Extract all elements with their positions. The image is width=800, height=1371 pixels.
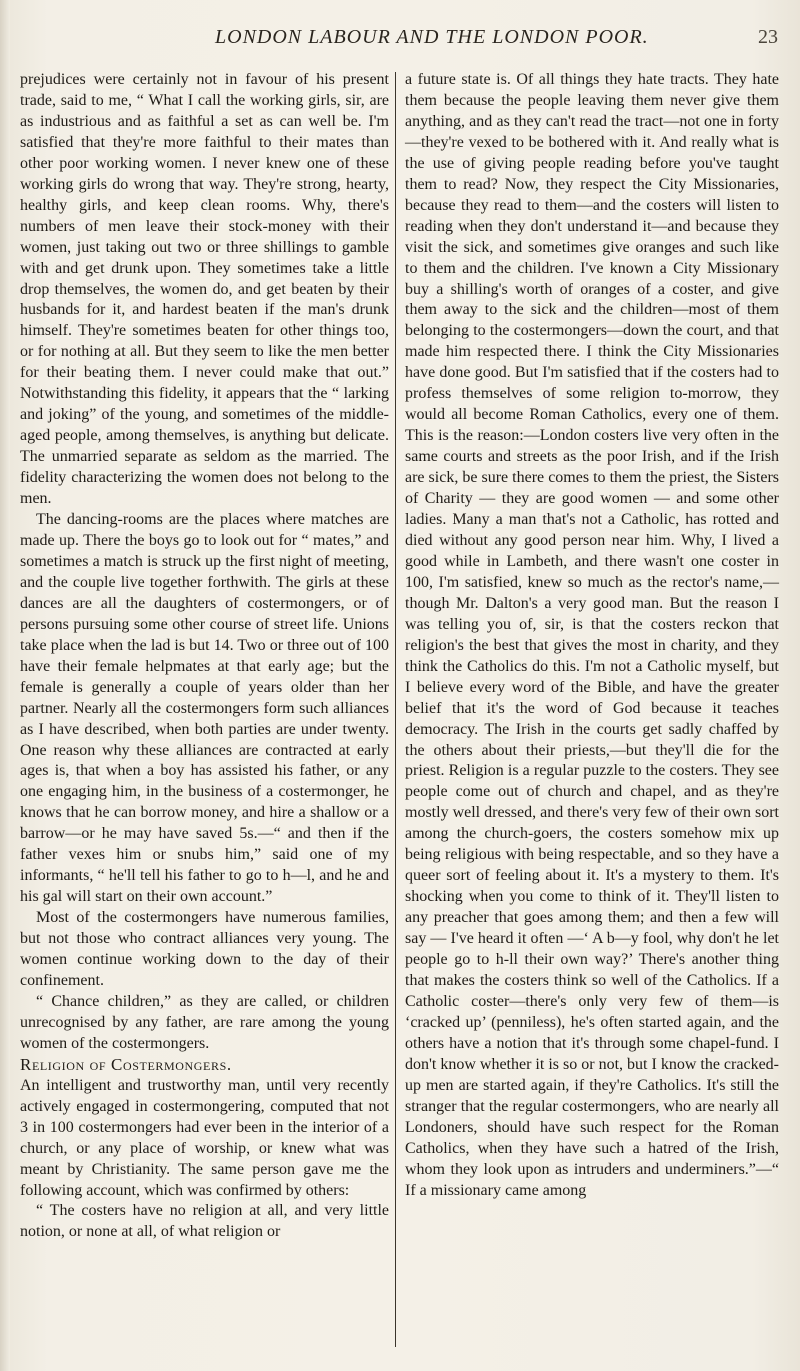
paragraph: “ The costers have no religion at all, and very little notion, or none at all, of what religion or	[20, 1202, 389, 1241]
section-heading: Religion of Costermongers.	[20, 1054, 232, 1074]
page-number: 23	[758, 26, 778, 48]
right-column	[405, 70, 779, 1201]
page-gutter-shadow	[0, 0, 10, 1371]
left-column	[20, 70, 389, 1243]
paragraph: “ Chance children,” as they are called, or children unrecognised by any father, are rare among the young women of the costermongers.	[20, 992, 389, 1052]
paragraph: An intelligent and trustworthy man, until very recently actively engaged in costermongering, computed that not 3 in 100 costermongers had ever been in the interior of a church, or any place of worship, or knew what was meant by Christianity. The same person gave me the following account, which was confirmed by others:	[20, 1076, 389, 1199]
paragraph: prejudices were certainly not in favour of his present trade, said to me, “ What I call the working girls, sir, are as industrious and as faithful a set as can well be. I'm satisfied that they're more faithful to their mates than other poor working women. I never knew one of these working girls do wrong that way. They're strong, hearty, healthy girls, and keep clean rooms. Why, there's numbers of men leave their stock-money with their women, just taking out two or three shillings to gamble with and get drunk upon. They sometimes take a little drop themselves, the women do, and get beaten by their husbands for it, and hardest beaten if the man's drunk himself. They're sometimes beaten for other things too, or for nothing at all. But they seem to like the men better for their beating them. I never could make that out.” Notwithstanding this fidelity, it appears that the “ larking and joking” of the young, and sometimes of the middle-aged people, among themselves, is anything but delicate. The unmarried separate as seldom as the married. The fidelity characterizing the women does not belong to the men.	[20, 71, 389, 508]
paragraph: The dancing-rooms are the places where matches are made up. There the boys go to look out for “ mates,” and sometimes a match is struck up the first night of meeting, and the couple live together forthwith. The girls at these dances are all the daughters of costermongers, or of persons pursuing some other course of street life. Unions take place when the lad is but 14. Two or three out of 100 have their female helpmates at that early age; but the female is generally a couple of years older than her partner. Nearly all the costermongers form such alliances as I have described, when both parties are under twenty. One reason why these alliances are contracted at early ages is, that when a boy has assisted his father, or any one engaging him, in the business of a costermonger, he knows that he can borrow money, and hire a shallow or a barrow—or he may have saved 5s.—“ and then if the father vexes him or snubs him,” said one of my informants, “ he'll tell his father to go to h—l, and he and his gal will start on their own account.”	[20, 511, 389, 906]
running-header	[0, 26, 800, 56]
column-divider	[395, 72, 396, 1347]
running-title: LONDON LABOUR AND THE LONDON POOR.	[215, 26, 649, 48]
paragraph: Most of the costermongers have numerous families, but not those who contract alliances very young. The women continue working down to the day of their confinement.	[20, 909, 389, 989]
paragraph: a future state is. Of all things they hate tracts. They hate them because the people leaving them never give them anything, and as they can't read the tract—not one in forty—they're vexed to be bothered with it. And really what is the use of giving people reading before you've taught them to read? Now, they respect the City Missionaries, because they read to them—and the costers will listen to reading when they don't understand it—and because they visit the sick, and sometimes give oranges and such like to them and the children. I've known a City Missionary buy a shilling's worth of oranges of a coster, and give them away to the sick and the children—most of them belonging to the costermongers—down the court, and that made him respected there. I think the City Missionaries have done good. But I'm satisfied that if the costers had to profess themselves of some religion to-morrow, they would all become Roman Catholics, every one of them. This is the reason:—London costers live very often in the same courts and streets as the poor Irish, and if the Irish are sick, be sure there comes to them the priest, the Sisters of Charity — they are good women — and some other ladies. Many a man that's not a Catholic, has rotted and died without any good person near him. Why, I lived a good while in Lambeth, and there wasn't one coster in 100, I'm satisfied, knew so much as the rector's name,—though Mr. Dalton's a very good man. But the reason I was telling you of, sir, is that the costers reckon that religion's the best that gives the most in charity, and they think the Catholics do this. I'm not a Catholic myself, but I believe every word of the Bible, and have the greater belief that it's the word of God because it teaches democracy. The Irish in the courts get sadly chaffed by the others about their priests,—but they'll die for the priest. Religion is a regular puzzle to the costers. They see people come out of church and chapel, and as they're mostly well dressed, and there's very few of their own sort among the church-goers, the costers somehow mix up being religious with being respectable, and so they have a queer sort of feeling about it. It's a mystery to them. It's shocking when you come to think of it. They'll listen to any preacher that goes among them; and then a few will say — I've heard it often —‘ A b—y fool, why don't he let people go to h-ll their own way?’ There's another thing that makes the costers think so well of the Catholics. If a Catholic coster—there's only very few of them—is ‘cracked up’ (penniless), he's often started again, and the others have a notion that it's through some chapel-fund. I don't know whether it is so or not, but I know the cracked-up men are started again, if they're Catholics. It's still the stranger that the regular costermongers, who are nearly all Londoners, should have such respect for the Roman Catholics, when they have such a hatred of the Irish, whom they look upon as intruders and underminers.”—“ If a missionary came among	[405, 71, 779, 1199]
